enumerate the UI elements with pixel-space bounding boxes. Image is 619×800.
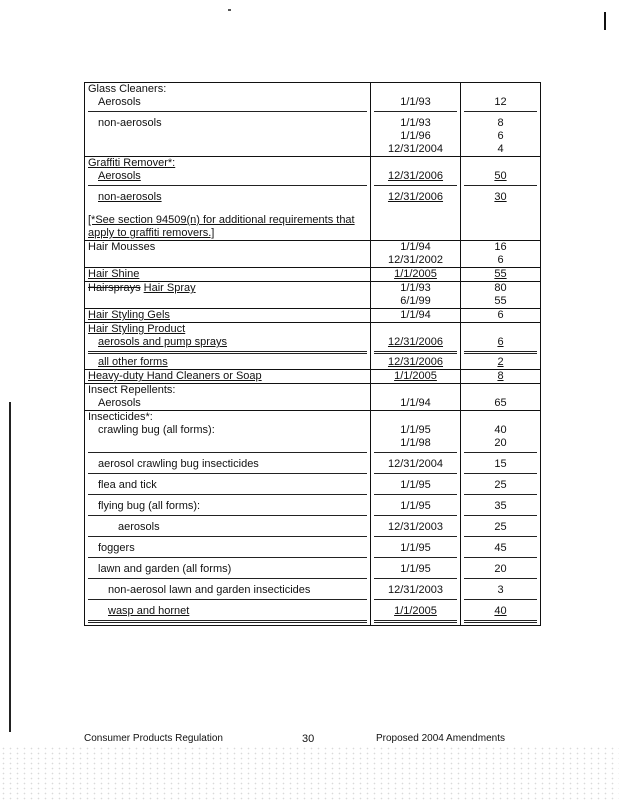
effective-date: 1/1/94 (400, 241, 431, 253)
effective-date: 1/1/95 (400, 479, 431, 491)
separator (88, 494, 367, 495)
voc-limit: 65 (494, 397, 507, 409)
separator (464, 599, 537, 600)
subcategory-label: Aerosols (98, 397, 141, 409)
voc-limit: 3 (497, 584, 504, 596)
effective-date: 12/31/2003 (387, 521, 444, 533)
table-row (85, 411, 541, 626)
subcategory-label: crawling bug (all forms): (98, 424, 215, 436)
voc-limit: 6 (497, 309, 504, 321)
effective-date: 1/1/94 (400, 397, 431, 409)
category-title: Hair Spray (143, 282, 196, 294)
voc-limit: 6 (497, 336, 504, 348)
subcategory-label: aerosols and pump sprays (98, 336, 228, 348)
voc-limit: 6 (497, 254, 504, 266)
page-number: 30 (302, 733, 315, 745)
table-row (85, 241, 541, 268)
voc-limit: 40 (494, 605, 507, 617)
voc-cell (461, 241, 541, 268)
voc-limit: 25 (494, 521, 507, 533)
category-title: Hair Shine (88, 268, 140, 280)
subcategory-label: aerosols (118, 521, 160, 533)
table-row (85, 83, 541, 157)
subcategory-label: non-aerosols (98, 191, 162, 203)
scan-speck (228, 9, 231, 11)
separator (464, 620, 537, 623)
category-title: Hair Mousses (88, 241, 156, 253)
separator (88, 536, 367, 537)
subcategory-label: Aerosols (98, 96, 141, 108)
page-edge-mark (604, 12, 606, 30)
subcategory-label: lawn and garden (all forms) (98, 563, 232, 575)
effective-date: 1/1/95 (400, 542, 431, 554)
voc-limit: 2 (497, 356, 504, 368)
separator (88, 557, 367, 558)
effective-date: 12/31/2006 (387, 336, 444, 348)
effective-date: 12/31/2006 (387, 356, 444, 368)
category-title: Graffiti Remover*: (88, 157, 176, 169)
category-cell (85, 384, 371, 411)
table-row (85, 370, 541, 384)
category-cell (85, 323, 371, 370)
date-cell (371, 323, 461, 370)
separator (88, 473, 367, 474)
voc-limit: 35 (494, 500, 507, 512)
voc-limit: 8 (497, 370, 504, 382)
effective-date: 12/31/2003 (387, 584, 444, 596)
subcategory-label: aerosol crawling bug insecticides (98, 458, 259, 470)
separator (374, 473, 457, 474)
date-cell (371, 157, 461, 241)
date-cell (371, 83, 461, 157)
date-cell (371, 268, 461, 282)
voc-limits-table (84, 82, 541, 626)
effective-date: 1/1/95 (400, 500, 431, 512)
voc-limit: 25 (494, 479, 507, 491)
voc-cell (461, 411, 541, 626)
effective-date: 6/1/99 (400, 295, 431, 307)
separator (374, 111, 457, 112)
voc-cell (461, 370, 541, 384)
separator (374, 620, 457, 623)
category-cell (85, 370, 371, 384)
separator (88, 351, 367, 354)
effective-date: 12/31/2004 (387, 143, 444, 155)
category-cell (85, 241, 371, 268)
separator (464, 351, 537, 354)
separator (88, 185, 367, 186)
effective-date: 1/1/93 (400, 96, 431, 108)
separator (464, 578, 537, 579)
date-cell (371, 309, 461, 323)
voc-cell (461, 309, 541, 323)
table-row (85, 282, 541, 309)
voc-limit: 20 (494, 437, 507, 449)
date-cell (371, 370, 461, 384)
voc-limit: 50 (494, 170, 507, 182)
separator (88, 452, 367, 453)
table-row (85, 323, 541, 370)
subcategory-label: non-aerosols (98, 117, 162, 129)
footer-title: Consumer Products Regulation (84, 733, 223, 744)
voc-limit: 45 (494, 542, 507, 554)
voc-limit: 8 (497, 117, 504, 129)
effective-date: 1/1/2005 (394, 268, 437, 280)
separator (374, 452, 457, 453)
separator (464, 185, 537, 186)
separator (464, 494, 537, 495)
separator (88, 111, 367, 112)
category-title: Hair Styling Gels (88, 309, 170, 321)
table-row (85, 309, 541, 323)
separator (88, 599, 367, 600)
subcategory-label: all other forms (98, 356, 168, 368)
table-row (85, 157, 541, 241)
separator (88, 515, 367, 516)
subcategory-label: foggers (98, 542, 135, 554)
category-title: Glass Cleaners: (88, 83, 167, 95)
separator (88, 578, 367, 579)
category-cell (85, 157, 371, 241)
voc-limit: 4 (497, 143, 504, 155)
effective-date: 1/1/2005 (394, 370, 437, 382)
voc-limit: 12 (494, 96, 507, 108)
voc-cell (461, 282, 541, 309)
voc-cell (461, 384, 541, 411)
date-cell (371, 282, 461, 309)
category-cell (85, 411, 371, 626)
effective-date: 1/1/93 (400, 282, 431, 294)
category-cell (85, 309, 371, 323)
voc-limit: 55 (494, 268, 507, 280)
effective-date: 1/1/95 (400, 424, 431, 436)
date-cell (371, 411, 461, 626)
voc-cell (461, 323, 541, 370)
date-cell (371, 384, 461, 411)
voc-limit: 80 (494, 282, 507, 294)
voc-limit: 6 (497, 130, 504, 142)
voc-limit: 16 (494, 241, 507, 253)
separator (464, 515, 537, 516)
scan-noise (0, 746, 619, 800)
voc-cell (461, 268, 541, 282)
subcategory-label: Aerosols (98, 170, 141, 182)
category-cell (85, 83, 371, 157)
separator (374, 515, 457, 516)
separator (374, 578, 457, 579)
voc-limit: 30 (494, 191, 507, 203)
date-cell (371, 241, 461, 268)
separator (374, 599, 457, 600)
effective-date: 1/1/94 (400, 309, 431, 321)
separator (464, 557, 537, 558)
struck-label: Hairsprays (88, 282, 141, 294)
table-row (85, 268, 541, 282)
voc-limit: 15 (494, 458, 507, 470)
effective-date: 12/31/2006 (387, 170, 444, 182)
separator (464, 473, 537, 474)
subcategory-label: wasp and hornet (108, 605, 190, 617)
voc-limit: 40 (494, 424, 507, 436)
effective-date: 12/31/2002 (387, 254, 444, 266)
separator (374, 557, 457, 558)
category-title: Insect Repellents: (88, 384, 176, 396)
separator (374, 351, 457, 354)
voc-cell (461, 157, 541, 241)
separator (464, 536, 537, 537)
category-cell (85, 268, 371, 282)
voc-limit: 20 (494, 563, 507, 575)
effective-date: 1/1/96 (400, 130, 431, 142)
effective-date: 1/1/93 (400, 117, 431, 129)
voc-limit: 55 (494, 295, 507, 307)
category-title: Hair Styling Product (88, 323, 186, 335)
effective-date: 12/31/2006 (387, 191, 444, 203)
table-row (85, 384, 541, 411)
graffiti-note: [*See section 94509(n) for additional requirements that apply to graffiti removers.] (88, 214, 355, 239)
separator (464, 111, 537, 112)
subcategory-label: flea and tick (98, 479, 157, 491)
separator (88, 620, 367, 623)
subcategory-label: flying bug (all forms): (98, 500, 201, 512)
separator (374, 185, 457, 186)
separator (464, 452, 537, 453)
voc-cell (461, 83, 541, 157)
binding-margin-line (9, 402, 11, 732)
footer-subtitle: Proposed 2004 Amendments (376, 733, 505, 744)
effective-date: 1/1/95 (400, 563, 431, 575)
category-title: Heavy-duty Hand Cleaners or Soap (88, 370, 262, 382)
subcategory-label: non-aerosol lawn and garden insecticides (108, 584, 311, 596)
category-title: Insecticides*: (88, 411, 153, 423)
category-cell (85, 282, 371, 309)
separator (374, 536, 457, 537)
effective-date: 1/1/98 (400, 437, 431, 449)
effective-date: 12/31/2004 (387, 458, 444, 470)
separator (374, 494, 457, 495)
effective-date: 1/1/2005 (394, 605, 437, 617)
